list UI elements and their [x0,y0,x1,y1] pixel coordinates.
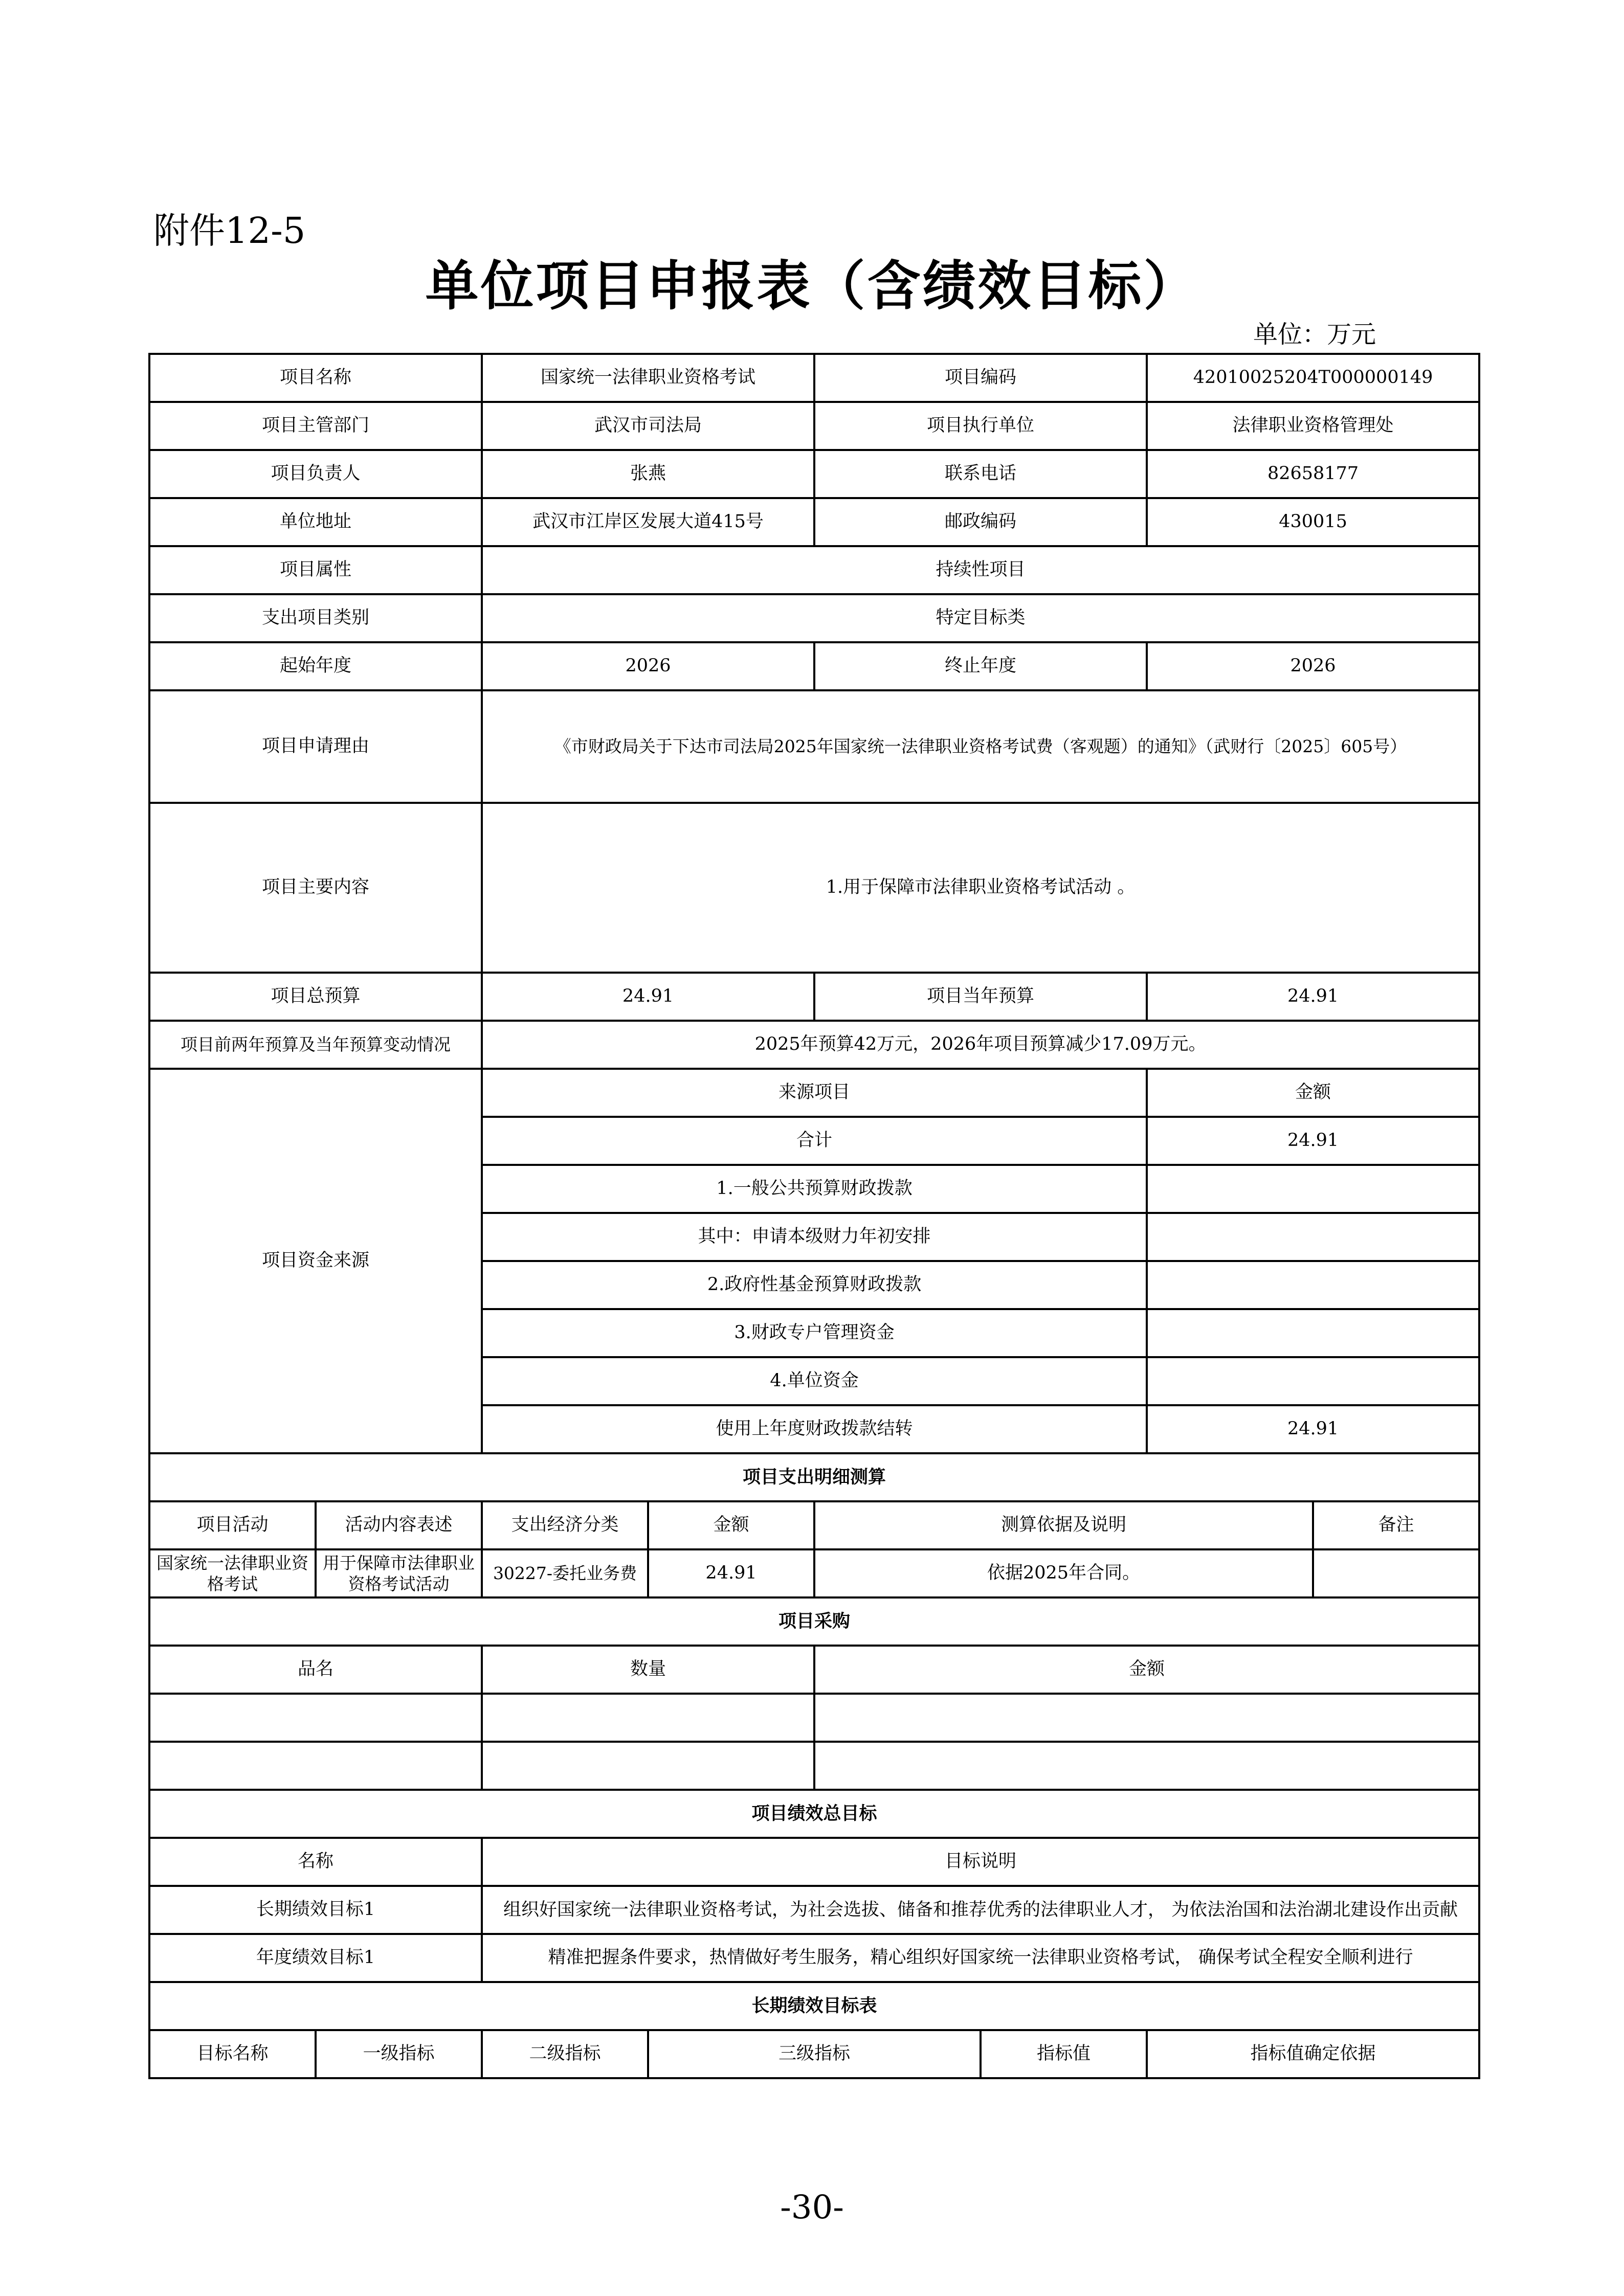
total-budget-label: 项目总预算 [149,973,482,1021]
expense-description: 用于保障市法律职业资格考试活动 [316,1549,482,1597]
long-table-section-title: 长期绩效目标表 [149,1982,1479,2030]
address-label: 单位地址 [149,498,482,546]
procurement-header-row [149,1646,1479,1694]
expense-header-cell: 活动内容表述 [316,1501,482,1549]
performance-header-row [149,1838,1479,1886]
long-goal-label: 长期绩效目标1 [149,1886,482,1934]
procurement-cell [482,1694,814,1742]
performance-name-header: 名称 [149,1838,482,1886]
funding-source-name: 2.政府性基金预算财政拨款 [482,1261,1147,1309]
expense-header-cell: 项目活动 [149,1501,316,1549]
project-application-form [148,353,1480,2079]
long-table-header-cell: 三级指标 [648,2030,981,2078]
expense-header-cell: 备注 [1313,1501,1479,1549]
year-budget-label: 项目当年预算 [814,973,1147,1021]
start-year-label: 起始年度 [149,642,482,690]
form-row-name [149,354,1479,402]
page-title: 单位项目申报表（含绩效目标） [425,254,1199,317]
expense-basis: 依据2025年合同。 [814,1549,1313,1597]
procurement-empty-row [149,1742,1479,1790]
long-table-header-cell: 指标值 [981,2030,1147,2078]
budget-change-value: 2025年预算42万元，2026年项目预算减少17.09万元。 [482,1021,1479,1069]
procurement-cell [149,1694,482,1742]
funding-source-amount [1147,1165,1479,1213]
form-row-leader [149,450,1479,498]
address-value: 武汉市江岸区发展大道415号 [482,498,814,546]
long-table-header-cell: 指标值确定依据 [1147,2030,1479,2078]
funding-source-amount [1147,1213,1479,1261]
long-table-header-row [149,2030,1479,2078]
project-name-label: 项目名称 [149,354,482,402]
zip-value: 430015 [1147,498,1479,546]
attribute-label: 项目属性 [149,546,482,594]
procurement-header-cell: 金额 [814,1646,1479,1694]
funding-label: 项目资金来源 [149,1069,482,1453]
funding-source-amount [1147,1309,1479,1357]
zip-label: 邮政编码 [814,498,1147,546]
phone-value: 82658177 [1147,450,1479,498]
end-year-label: 终止年度 [814,642,1147,690]
project-code-value: 42010025204T000000149 [1147,354,1479,402]
expense-header-cell: 金额 [648,1501,814,1549]
attachment-label: 附件12-5 [153,210,306,252]
funding-amount-header: 金额 [1147,1069,1479,1117]
expense-amount: 24.91 [648,1549,814,1597]
funding-header-row [149,1069,1479,1117]
funding-source-amount [1147,1261,1479,1309]
form-row-content [149,803,1479,973]
expense-section-row [149,1453,1479,1501]
performance-long-row [149,1886,1479,1934]
unit-label: 单位：万元 [1253,320,1376,349]
form-row-reason [149,690,1479,803]
exec-unit-value: 法律职业资格管理处 [1147,402,1479,450]
form-row-change [149,1021,1479,1069]
procurement-cell [482,1742,814,1790]
funding-source-name: 使用上年度财政拨款结转 [482,1405,1147,1453]
project-code-label: 项目编码 [814,354,1147,402]
expense-activity: 国家统一法律职业资格考试 [149,1549,316,1597]
procurement-header-cell: 数量 [482,1646,814,1694]
funding-source-name: 4.单位资金 [482,1357,1147,1405]
funding-source-name: 1.一般公共预算财政拨款 [482,1165,1147,1213]
long-goal-text: 组织好国家统一法律职业资格考试，为社会选拔、储备和推荐优秀的法律职业人才， 为依法治国和法治湖北建设作出贡献 [482,1886,1479,1934]
funding-source-name: 3.财政专户管理资金 [482,1309,1147,1357]
procurement-empty-row [149,1694,1479,1742]
reason-value: 《市财政局关于下达市司法局2025年国家统一法律职业资格考试费（客观题）的通知》（武财行〔2025〕605号） [482,690,1479,803]
funding-source-name: 其中：申请本级财力年初安排 [482,1213,1147,1261]
form-row-budget [149,973,1479,1021]
funding-source-amount [1147,1357,1479,1405]
start-year-value: 2026 [482,642,814,690]
procurement-section-row [149,1597,1479,1646]
content-value: 1.用于保障市法律职业资格考试活动 。 [482,803,1479,973]
form-row-attribute [149,546,1479,594]
form-row-dept [149,402,1479,450]
end-year-value: 2026 [1147,642,1479,690]
expense-header-cell: 测算依据及说明 [814,1501,1313,1549]
funding-source-header: 来源项目 [482,1069,1147,1117]
performance-section-title: 项目绩效总目标 [149,1790,1479,1838]
expense-econ-class: 30227-委托业务费 [482,1549,648,1597]
annual-goal-text: 精准把握条件要求，热情做好考生服务，精心组织好国家统一法律职业资格考试， 确保考试全程安全顺利进行 [482,1934,1479,1982]
procurement-header-cell: 品名 [149,1646,482,1694]
long-table-section-row [149,1982,1479,2030]
funding-source-amount: 24.91 [1147,1117,1479,1165]
performance-annual-row [149,1934,1479,1982]
budget-change-label: 项目前两年预算及当年预算变动情况 [149,1021,482,1069]
form-row-category [149,594,1479,642]
procurement-cell [814,1742,1479,1790]
procurement-cell [814,1694,1479,1742]
year-budget-value: 24.91 [1147,973,1479,1021]
expense-remark [1313,1549,1479,1597]
expense-section-title: 项目支出明细测算 [149,1453,1479,1501]
project-name-value: 国家统一法律职业资格考试 [482,354,814,402]
phone-label: 联系电话 [814,450,1147,498]
long-table-header-cell: 一级指标 [316,2030,482,2078]
expense-header-row [149,1501,1479,1549]
total-budget-value: 24.91 [482,973,814,1021]
procurement-cell [149,1742,482,1790]
form-row-address [149,498,1479,546]
annual-goal-label: 年度绩效目标1 [149,1934,482,1982]
funding-source-name: 合计 [482,1117,1147,1165]
category-label: 支出项目类别 [149,594,482,642]
dept-label: 项目主管部门 [149,402,482,450]
attribute-value: 持续性项目 [482,546,1479,594]
exec-unit-label: 项目执行单位 [814,402,1147,450]
expense-header-cell: 支出经济分类 [482,1501,648,1549]
form-row-years [149,642,1479,690]
procurement-section-title: 项目采购 [149,1597,1479,1646]
leader-value: 张燕 [482,450,814,498]
expense-row [149,1549,1479,1597]
page-number: -30- [780,2189,844,2226]
performance-section-row [149,1790,1479,1838]
performance-desc-header: 目标说明 [482,1838,1479,1886]
content-label: 项目主要内容 [149,803,482,973]
leader-label: 项目负责人 [149,450,482,498]
long-table-header-cell: 目标名称 [149,2030,316,2078]
category-value: 特定目标类 [482,594,1479,642]
reason-label: 项目申请理由 [149,690,482,803]
funding-source-amount: 24.91 [1147,1405,1479,1453]
dept-value: 武汉市司法局 [482,402,814,450]
long-table-header-cell: 二级指标 [482,2030,648,2078]
